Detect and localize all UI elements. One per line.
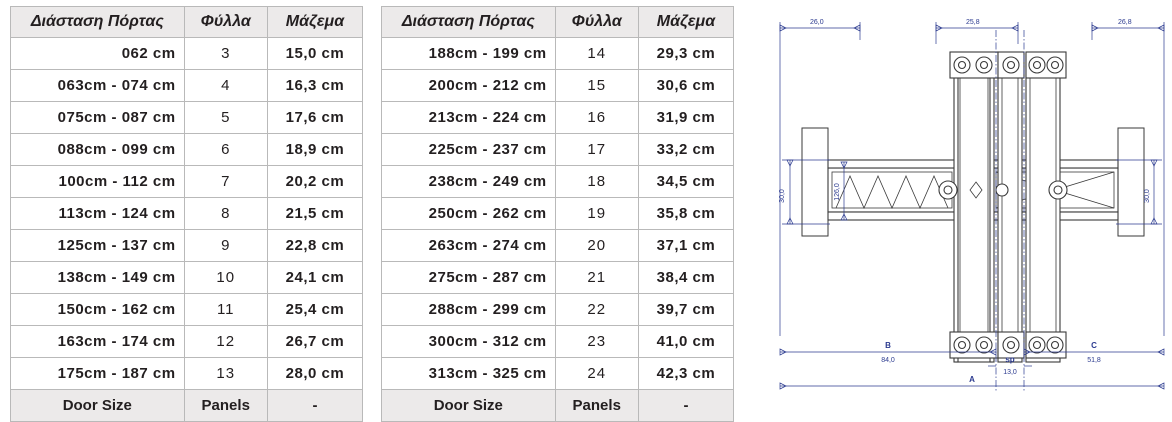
table-left-head xyxy=(11,7,363,38)
dim-sp-label: sp xyxy=(1005,355,1015,364)
table-row xyxy=(382,134,734,166)
header-stack: Μάζεμα xyxy=(638,7,733,38)
header-stack: Μάζεμα xyxy=(267,7,362,38)
cell-panels: 19 xyxy=(555,198,638,230)
table-right-head xyxy=(382,7,734,38)
dim-a-label: A xyxy=(969,375,975,384)
dim-right-vertical-label: 30,0 xyxy=(1144,189,1151,203)
cell-panels: 6 xyxy=(184,134,267,166)
cell-panels: 12 xyxy=(184,326,267,358)
table-row xyxy=(11,198,363,230)
table-footer-row xyxy=(382,390,734,422)
cell-door-size: 225cm - 237 cm xyxy=(382,134,556,166)
cell-panels: 22 xyxy=(555,294,638,326)
footer-door-size: Door Size xyxy=(11,390,185,422)
footer-stack: - xyxy=(638,390,733,422)
cell-stack: 15,0 cm xyxy=(267,38,362,70)
cell-stack: 28,0 cm xyxy=(267,358,362,390)
dim-top-mid-label: 25,8 xyxy=(966,19,980,26)
door-size-table-right xyxy=(381,6,734,422)
cell-door-size: 163cm - 174 cm xyxy=(11,326,185,358)
table-row xyxy=(382,262,734,294)
cell-door-size: 062 cm xyxy=(11,38,185,70)
cell-stack: 38,4 cm xyxy=(638,262,733,294)
cell-panels: 15 xyxy=(555,70,638,102)
cell-panels: 21 xyxy=(555,262,638,294)
cell-panels: 23 xyxy=(555,326,638,358)
table-row xyxy=(382,358,734,390)
right-wall xyxy=(1118,128,1144,236)
cell-stack: 16,3 cm xyxy=(267,70,362,102)
dim-top-right-label: 26,8 xyxy=(1118,19,1132,26)
cell-door-size: 213cm - 224 cm xyxy=(382,102,556,134)
table-row xyxy=(11,230,363,262)
table-row xyxy=(382,38,734,70)
table-row xyxy=(11,70,363,102)
cell-stack: 29,3 cm xyxy=(638,38,733,70)
cell-panels: 11 xyxy=(184,294,267,326)
table-footer-row xyxy=(11,390,363,422)
table-right-body xyxy=(382,38,734,422)
cell-stack: 42,3 cm xyxy=(638,358,733,390)
cell-stack: 33,2 cm xyxy=(638,134,733,166)
cell-panels: 17 xyxy=(555,134,638,166)
cell-door-size: 188cm - 199 cm xyxy=(382,38,556,70)
table-row xyxy=(11,326,363,358)
left-wall xyxy=(802,128,828,236)
table-row xyxy=(11,358,363,390)
cell-door-size: 250cm - 262 cm xyxy=(382,198,556,230)
cell-stack: 31,9 cm xyxy=(638,102,733,134)
cell-panels: 14 xyxy=(555,38,638,70)
cell-panels: 20 xyxy=(555,230,638,262)
cell-door-size: 125cm - 137 cm xyxy=(11,230,185,262)
table-row xyxy=(382,198,734,230)
door-size-table-left xyxy=(10,6,363,422)
table-row xyxy=(11,102,363,134)
cell-stack: 37,1 cm xyxy=(638,230,733,262)
cell-door-size: 288cm - 299 cm xyxy=(382,294,556,326)
dim-inner-vertical-label: 126,0 xyxy=(834,183,841,201)
cell-panels: 24 xyxy=(555,358,638,390)
dim-c-label: C xyxy=(1091,341,1097,350)
cell-door-size: 088cm - 099 cm xyxy=(11,134,185,166)
table-left-body xyxy=(11,38,363,422)
door-size-table-left-wrapper xyxy=(0,0,363,422)
cell-stack: 26,7 cm xyxy=(267,326,362,358)
table-row xyxy=(11,38,363,70)
door-profile-section-drawing xyxy=(740,0,1172,413)
cell-stack: 18,9 cm xyxy=(267,134,362,166)
cell-stack: 35,8 cm xyxy=(638,198,733,230)
table-row xyxy=(382,230,734,262)
cell-door-size: 200cm - 212 cm xyxy=(382,70,556,102)
dim-b-value: 84,0 xyxy=(881,357,895,364)
cell-door-size: 100cm - 112 cm xyxy=(11,166,185,198)
cell-stack: 22,8 cm xyxy=(267,230,362,262)
cell-stack: 25,4 cm xyxy=(267,294,362,326)
cell-door-size: 150cm - 162 cm xyxy=(11,294,185,326)
cell-stack: 17,6 cm xyxy=(267,102,362,134)
table-header-row xyxy=(382,7,734,38)
top-roller-assembly xyxy=(950,52,1066,78)
table-row xyxy=(11,134,363,166)
cell-door-size: 238cm - 249 cm xyxy=(382,166,556,198)
cell-door-size: 263cm - 274 cm xyxy=(382,230,556,262)
cell-panels: 7 xyxy=(184,166,267,198)
cell-stack: 41,0 cm xyxy=(638,326,733,358)
footer-door-size: Door Size xyxy=(382,390,556,422)
cell-stack: 30,6 cm xyxy=(638,70,733,102)
cell-stack: 24,1 cm xyxy=(267,262,362,294)
cell-stack: 34,5 cm xyxy=(638,166,733,198)
cell-stack: 39,7 cm xyxy=(638,294,733,326)
cell-door-size: 275cm - 287 cm xyxy=(382,262,556,294)
footer-panels: Panels xyxy=(555,390,638,422)
table-row xyxy=(382,166,734,198)
cell-panels: 16 xyxy=(555,102,638,134)
header-door-size: Διάσταση Πόρτας xyxy=(382,7,556,38)
dim-b-label: B xyxy=(885,341,891,350)
cell-panels: 8 xyxy=(184,198,267,230)
cell-stack: 20,2 cm xyxy=(267,166,362,198)
header-door-size: Διάσταση Πόρτας xyxy=(11,7,185,38)
table-row xyxy=(11,166,363,198)
left-vertical-stile xyxy=(954,54,994,362)
cell-panels: 4 xyxy=(184,70,267,102)
cell-panels: 3 xyxy=(184,38,267,70)
cell-door-size: 063cm - 074 cm xyxy=(11,70,185,102)
table-row xyxy=(382,294,734,326)
right-vertical-stile xyxy=(1026,54,1060,362)
table-row xyxy=(382,70,734,102)
dim-top-left-label: 26,0 xyxy=(810,19,824,26)
dim-left-vertical-label: 30,0 xyxy=(779,189,786,203)
table-row xyxy=(11,294,363,326)
cell-panels: 9 xyxy=(184,230,267,262)
table-row xyxy=(11,262,363,294)
cell-door-size: 075cm - 087 cm xyxy=(11,102,185,134)
header-panels: Φύλλα xyxy=(184,7,267,38)
left-frame-profile xyxy=(828,160,956,220)
cell-panels: 13 xyxy=(184,358,267,390)
cell-door-size: 300cm - 312 cm xyxy=(382,326,556,358)
cell-stack: 21,5 cm xyxy=(267,198,362,230)
footer-stack: - xyxy=(267,390,362,422)
header-panels: Φύλλα xyxy=(555,7,638,38)
dim-sp-value: 13,0 xyxy=(1003,369,1017,376)
center-vertical-stile xyxy=(998,54,1022,362)
door-size-table-right-wrapper xyxy=(363,0,734,422)
footer-panels: Panels xyxy=(184,390,267,422)
cell-door-size: 313cm - 325 cm xyxy=(382,358,556,390)
table-row xyxy=(382,102,734,134)
table-header-row xyxy=(11,7,363,38)
cell-door-size: 138cm - 149 cm xyxy=(11,262,185,294)
cell-door-size: 175cm - 187 cm xyxy=(11,358,185,390)
cell-panels: 10 xyxy=(184,262,267,294)
dim-c-value: 51,8 xyxy=(1087,357,1101,364)
cell-door-size: 113cm - 124 cm xyxy=(11,198,185,230)
cell-panels: 18 xyxy=(555,166,638,198)
cell-panels: 5 xyxy=(184,102,267,134)
table-row xyxy=(382,326,734,358)
